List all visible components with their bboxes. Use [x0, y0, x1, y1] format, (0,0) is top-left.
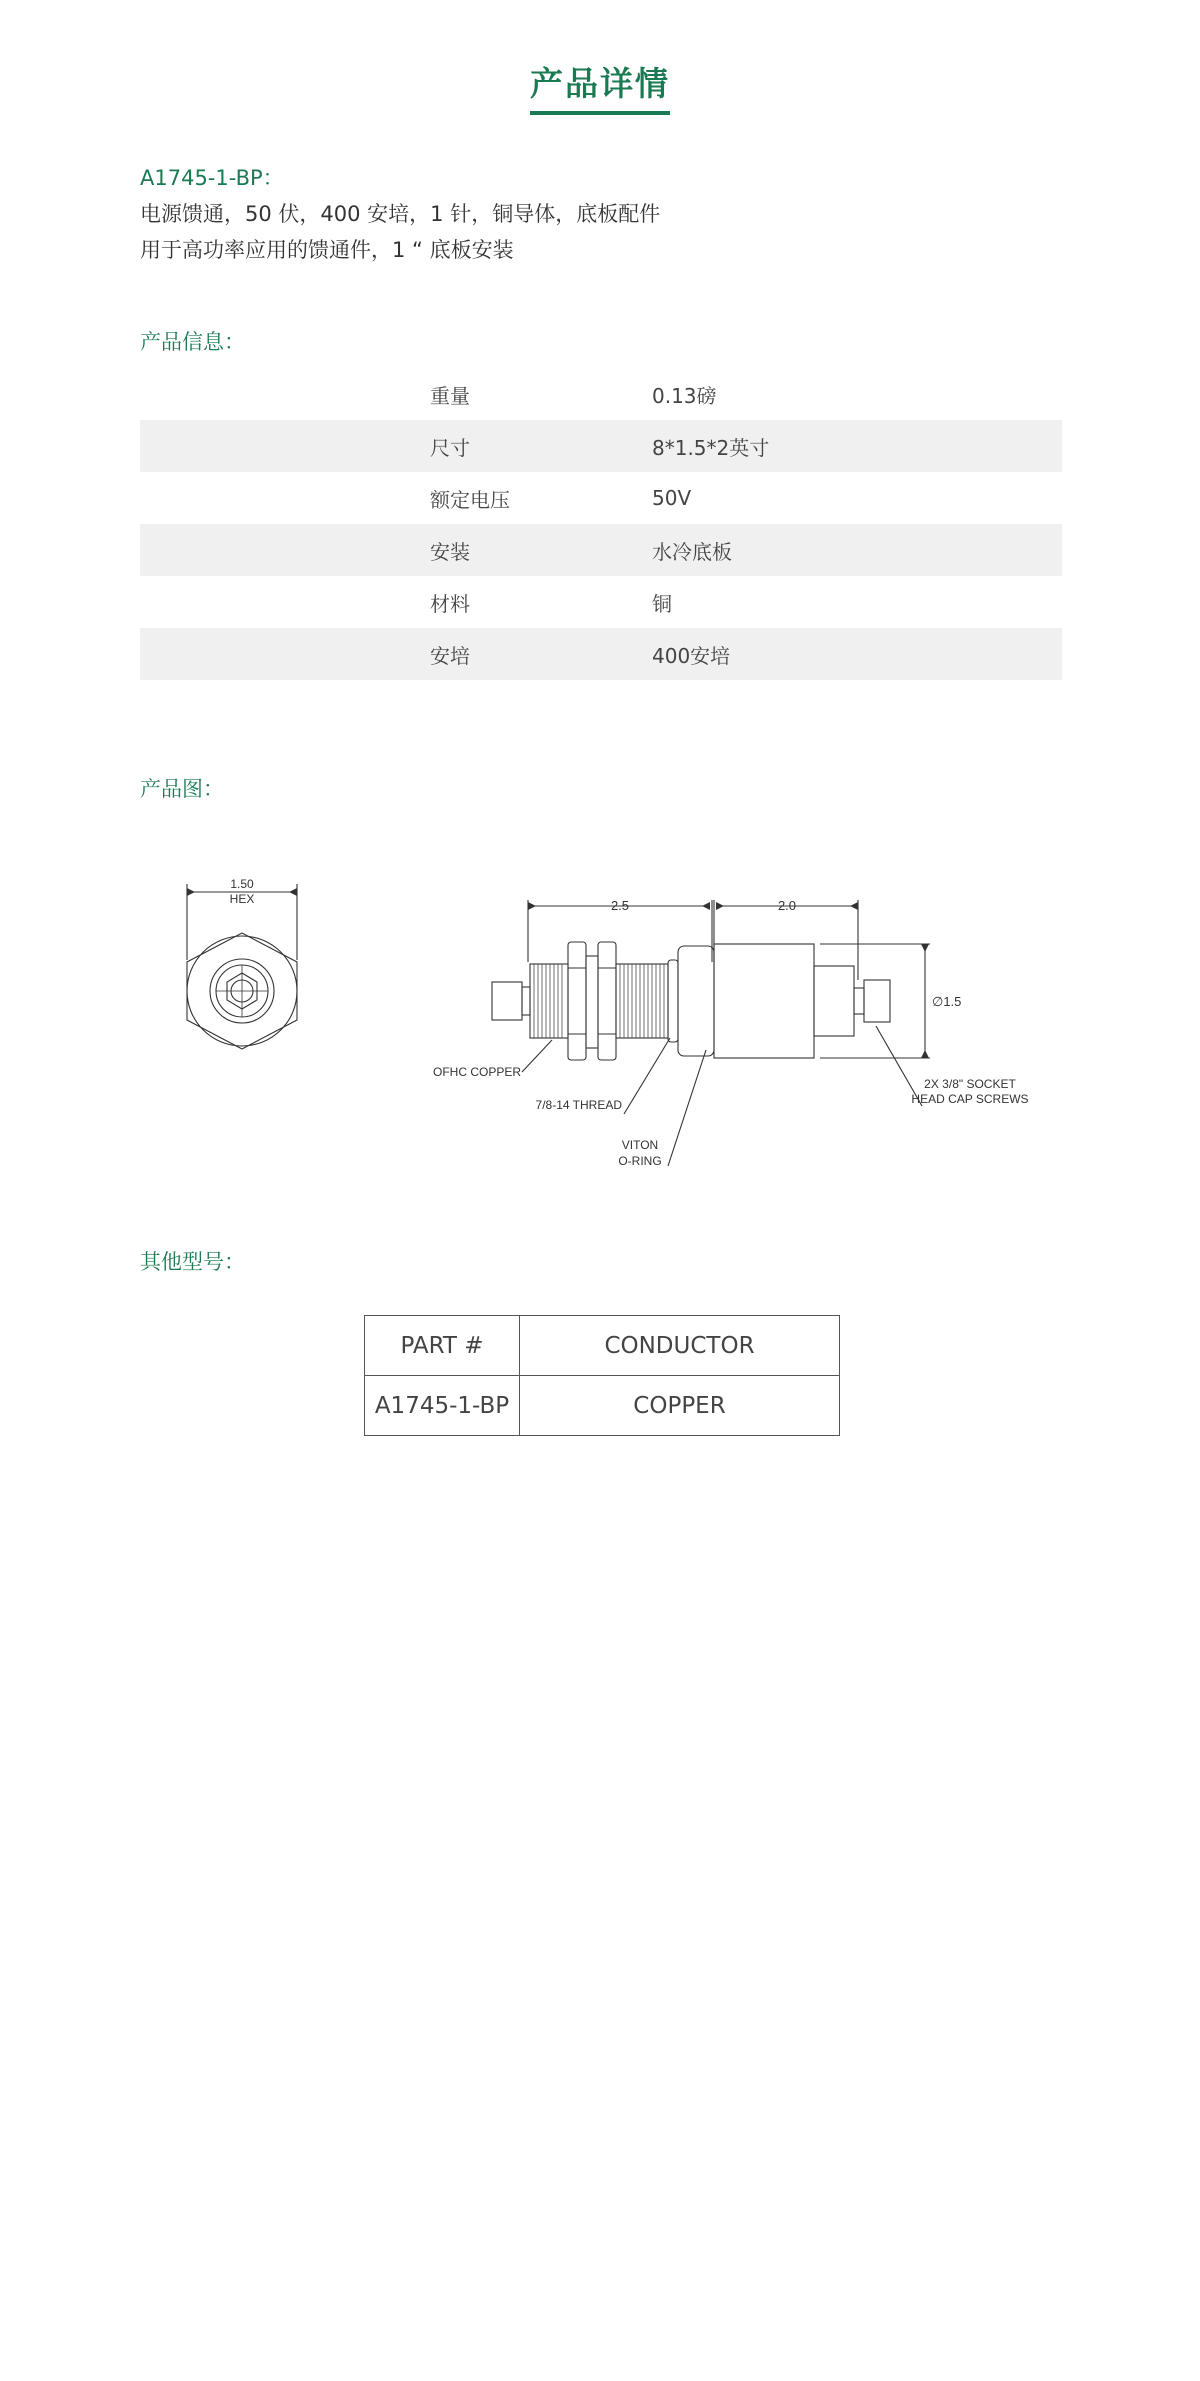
- label-copper: OFHC COPPER: [432, 1065, 521, 1079]
- spec-key: 尺寸: [430, 435, 470, 460]
- spec-key: 额定电压: [430, 487, 510, 512]
- dim-b-text: 2.0: [777, 898, 797, 913]
- label-screw-1: 2X 3/8" SOCKET: [924, 1077, 1016, 1091]
- side-view: [433, 898, 1029, 1168]
- spec-row: [140, 420, 1062, 472]
- spec-value: 铜: [652, 591, 672, 616]
- product-intro: [140, 160, 660, 268]
- dia-text: ∅1.5: [932, 994, 962, 1009]
- page-title: 产品详情: [530, 58, 670, 115]
- header-conductor: CONDUCTOR: [520, 1316, 840, 1376]
- dim-a-text: 2.5: [610, 898, 630, 913]
- header-part: PART #: [365, 1316, 520, 1376]
- spec-row: [140, 472, 1062, 524]
- table-header-row: [365, 1316, 840, 1376]
- section-drawing-label: 产品图：: [140, 777, 224, 801]
- spec-key: 重量: [430, 383, 470, 408]
- other-models-table: [364, 1315, 840, 1436]
- hex-end-view: [187, 877, 297, 1049]
- label-thread: 7/8-14 THREAD: [535, 1098, 622, 1112]
- cell-part: A1745-1-BP: [365, 1376, 520, 1436]
- section-other-label: 其他型号：: [140, 1250, 245, 1274]
- spec-key: 材料: [430, 591, 470, 616]
- spec-table: [140, 368, 1062, 680]
- intro-line-1: 电源馈通，50 伏，400 安培，1 针，铜导体，底板配件: [140, 202, 661, 226]
- spec-row: [140, 628, 1062, 680]
- spec-value: 0.13磅: [652, 383, 717, 408]
- hex-label-text: HEX: [229, 892, 255, 906]
- hex-dim-text: 1.50: [230, 877, 254, 891]
- page-title-wrap: [0, 58, 1200, 115]
- section-info-label: 产品信息：: [140, 330, 245, 354]
- spec-row: [140, 368, 1062, 420]
- label-viton-1: VITON: [621, 1138, 659, 1152]
- spec-row: [140, 576, 1062, 628]
- label-screw-2: HEAD CAP SCREWS: [911, 1092, 1029, 1106]
- spec-row: [140, 524, 1062, 576]
- spec-key: 安培: [430, 643, 470, 668]
- product-drawing: [140, 850, 1062, 1180]
- spec-value: 50V: [652, 486, 692, 510]
- spec-value: 400安培: [652, 643, 731, 668]
- spec-value: 8*1.5*2英寸: [652, 435, 770, 460]
- table-row: [365, 1376, 840, 1436]
- label-viton-2: O-RING: [618, 1154, 662, 1168]
- spec-value: 水冷底板: [652, 539, 732, 564]
- model-label: A1745-1-BP：: [140, 166, 284, 190]
- cell-conductor: COPPER: [520, 1376, 840, 1436]
- spec-key: 安装: [430, 539, 470, 564]
- intro-line-2: 用于高功率应用的馈通件，1 “ 底板安装: [140, 238, 514, 262]
